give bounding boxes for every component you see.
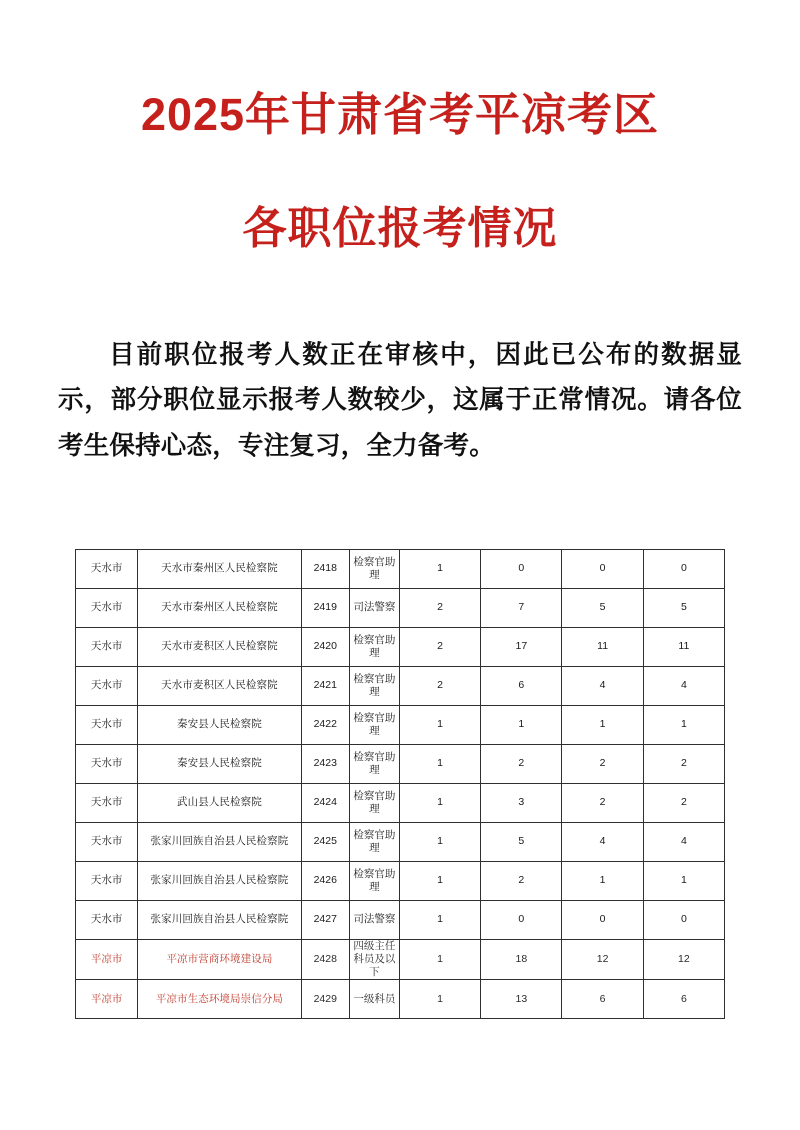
cell-post: 检察官助理 — [349, 628, 399, 667]
cell-applied-count: 1 — [481, 706, 562, 745]
cell-recruit-count: 1 — [399, 901, 480, 940]
cell-paid-count: 0 — [643, 901, 724, 940]
cell-recruit-count: 2 — [399, 667, 480, 706]
cell-code: 2418 — [301, 550, 349, 589]
cell-org: 天水市秦州区人民检察院 — [138, 589, 302, 628]
cell-post: 检察官助理 — [349, 706, 399, 745]
table-row — [76, 628, 725, 667]
cell-city: 平凉市 — [76, 940, 138, 980]
cell-code: 2422 — [301, 706, 349, 745]
cell-code: 2419 — [301, 589, 349, 628]
table-row — [76, 980, 725, 1019]
table-row — [76, 823, 725, 862]
page-title-line-2: 各职位报考情况 — [242, 204, 558, 253]
cell-code: 2420 — [301, 628, 349, 667]
cell-recruit-count: 1 — [399, 823, 480, 862]
cell-approved-count: 2 — [562, 745, 643, 784]
cell-approved-count: 1 — [562, 706, 643, 745]
cell-approved-count: 1 — [562, 862, 643, 901]
cell-city: 天水市 — [76, 901, 138, 940]
cell-org: 平凉市生态环境局崇信分局 — [138, 980, 302, 1019]
cell-code: 2428 — [301, 940, 349, 980]
cell-post: 检察官助理 — [349, 667, 399, 706]
cell-applied-count: 3 — [481, 784, 562, 823]
cell-paid-count: 2 — [643, 784, 724, 823]
cell-city: 天水市 — [76, 667, 138, 706]
table-row — [76, 589, 725, 628]
cell-recruit-count: 1 — [399, 706, 480, 745]
cell-approved-count: 0 — [562, 550, 643, 589]
cell-city: 天水市 — [76, 745, 138, 784]
cell-paid-count: 1 — [643, 862, 724, 901]
cell-org: 张家川回族自治县人民检察院 — [138, 862, 302, 901]
cell-org: 平凉市营商环境建设局 — [138, 940, 302, 980]
cell-applied-count: 17 — [481, 628, 562, 667]
cell-paid-count: 6 — [643, 980, 724, 1019]
cell-org: 秦安县人民检察院 — [138, 706, 302, 745]
cell-approved-count: 0 — [562, 901, 643, 940]
jobs-table — [75, 549, 725, 1019]
jobs-table-body — [76, 550, 725, 1019]
cell-applied-count: 18 — [481, 940, 562, 980]
jobs-table-container — [75, 549, 725, 1019]
cell-recruit-count: 1 — [399, 862, 480, 901]
cell-paid-count: 0 — [643, 550, 724, 589]
cell-recruit-count: 1 — [399, 784, 480, 823]
cell-city: 天水市 — [76, 784, 138, 823]
cell-city: 天水市 — [76, 550, 138, 589]
cell-code: 2424 — [301, 784, 349, 823]
cell-applied-count: 0 — [481, 901, 562, 940]
cell-post: 四级主任科员及以下 — [349, 940, 399, 980]
cell-recruit-count: 1 — [399, 980, 480, 1019]
cell-approved-count: 2 — [562, 784, 643, 823]
cell-post: 司法警察 — [349, 589, 399, 628]
intro-paragraph: 目前职位报考人数正在审核中，因此已公布的数据显示，部分职位显示报考人数较少，这属于正常情况。请各位考生保持心态，专注复习，全力备考。 — [58, 341, 742, 460]
table-row — [76, 901, 725, 940]
cell-code: 2427 — [301, 901, 349, 940]
cell-paid-count: 2 — [643, 745, 724, 784]
cell-org: 秦安县人民检察院 — [138, 745, 302, 784]
cell-city: 天水市 — [76, 823, 138, 862]
cell-recruit-count: 2 — [399, 628, 480, 667]
cell-applied-count: 6 — [481, 667, 562, 706]
table-row — [76, 940, 725, 980]
cell-org: 天水市麦积区人民检察院 — [138, 667, 302, 706]
cell-post: 检察官助理 — [349, 784, 399, 823]
cell-approved-count: 4 — [562, 667, 643, 706]
cell-paid-count: 1 — [643, 706, 724, 745]
cell-code: 2421 — [301, 667, 349, 706]
cell-post: 检察官助理 — [349, 550, 399, 589]
cell-paid-count: 12 — [643, 940, 724, 980]
cell-applied-count: 0 — [481, 550, 562, 589]
cell-recruit-count: 2 — [399, 589, 480, 628]
cell-city: 天水市 — [76, 706, 138, 745]
cell-org: 张家川回族自治县人民检察院 — [138, 901, 302, 940]
table-row — [76, 706, 725, 745]
cell-recruit-count: 1 — [399, 940, 480, 980]
cell-post: 一级科员 — [349, 980, 399, 1019]
cell-recruit-count: 1 — [399, 745, 480, 784]
cell-city: 天水市 — [76, 628, 138, 667]
cell-applied-count: 7 — [481, 589, 562, 628]
page-title-line-1: 2025年甘肃省考平凉考区 — [140, 89, 660, 140]
cell-city: 天水市 — [76, 589, 138, 628]
table-row — [76, 667, 725, 706]
cell-code: 2425 — [301, 823, 349, 862]
cell-paid-count: 11 — [643, 628, 724, 667]
table-row — [76, 550, 725, 589]
cell-org: 天水市秦州区人民检察院 — [138, 550, 302, 589]
cell-post: 检察官助理 — [349, 745, 399, 784]
cell-code: 2429 — [301, 980, 349, 1019]
cell-approved-count: 12 — [562, 940, 643, 980]
cell-post: 检察官助理 — [349, 862, 399, 901]
table-row — [76, 862, 725, 901]
cell-applied-count: 13 — [481, 980, 562, 1019]
cell-approved-count: 11 — [562, 628, 643, 667]
cell-city: 天水市 — [76, 862, 138, 901]
cell-org: 武山县人民检察院 — [138, 784, 302, 823]
cell-applied-count: 2 — [481, 745, 562, 784]
cell-post: 司法警察 — [349, 901, 399, 940]
cell-org: 张家川回族自治县人民检察院 — [138, 823, 302, 862]
cell-approved-count: 6 — [562, 980, 643, 1019]
cell-paid-count: 5 — [643, 589, 724, 628]
cell-code: 2426 — [301, 862, 349, 901]
cell-approved-count: 4 — [562, 823, 643, 862]
cell-paid-count: 4 — [643, 823, 724, 862]
cell-code: 2423 — [301, 745, 349, 784]
table-row — [76, 784, 725, 823]
cell-city: 平凉市 — [76, 980, 138, 1019]
cell-org: 天水市麦积区人民检察院 — [138, 628, 302, 667]
cell-paid-count: 4 — [643, 667, 724, 706]
cell-post: 检察官助理 — [349, 823, 399, 862]
cell-applied-count: 2 — [481, 862, 562, 901]
title-block — [0, 0, 800, 251]
cell-approved-count: 5 — [562, 589, 643, 628]
cell-applied-count: 5 — [481, 823, 562, 862]
table-row — [76, 745, 725, 784]
cell-recruit-count: 1 — [399, 550, 480, 589]
